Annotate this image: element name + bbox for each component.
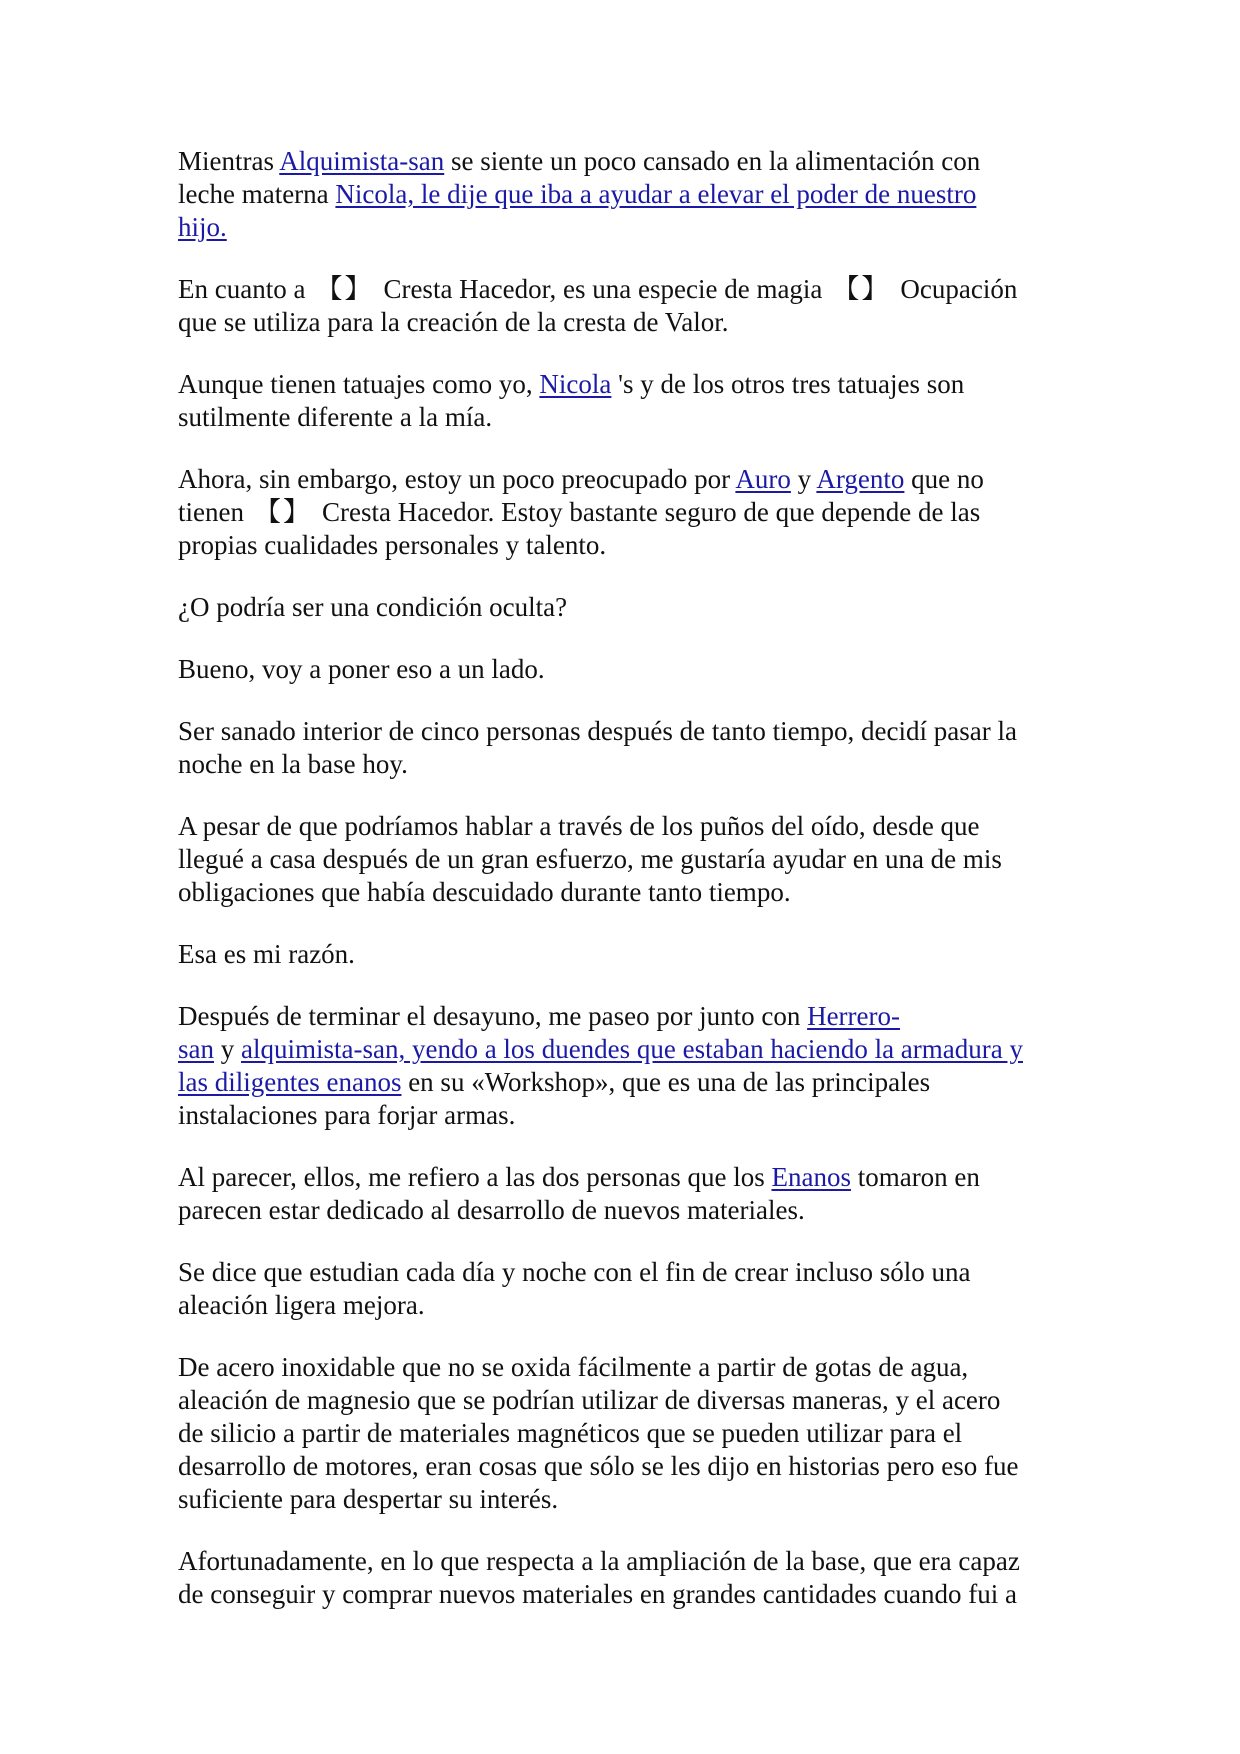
text: se siente un poco cansado en la alimentación con	[444, 146, 981, 176]
line: de silicio a partir de materiales magnéticos que se pueden utilizar para el	[178, 1418, 963, 1448]
line	[178, 273, 1078, 306]
link-nicola[interactable]: Nicola	[539, 369, 612, 399]
line	[178, 178, 1078, 211]
line: de conseguir y comprar nuevos materiales en grandes cantidades cuando fui a	[178, 1579, 1017, 1609]
link-nicola-elevar-poder[interactable]: Nicola, le dije que iba a ayudar a elevar el poder de nuestro	[335, 179, 977, 209]
line: Bueno, voy a poner eso a un lado.	[178, 654, 545, 684]
link-alquimista-san-duendes[interactable]: alquimista-san, yendo a los duendes que estaban haciendo la armadura y	[241, 1034, 1023, 1064]
text: Cresta Hacedor, es una especie de magia	[383, 274, 823, 304]
text: En cuanto a	[178, 274, 306, 304]
text: en su «Workshop», que es una de las principales	[401, 1067, 931, 1097]
paragraph-10	[178, 1000, 1078, 1132]
bracket-symbol: 【】	[315, 274, 374, 304]
paragraph-6	[178, 653, 1078, 686]
link-alquimista-san[interactable]: Alquimista-san	[279, 146, 445, 176]
line: obligaciones que había descuidado durante tanto tiempo.	[178, 877, 791, 907]
text: leche materna	[178, 179, 336, 209]
line	[178, 1000, 1078, 1033]
link-enanos[interactable]: Enanos	[771, 1162, 851, 1192]
paragraph-2	[178, 273, 1078, 339]
line	[178, 463, 1078, 496]
line: ¿O podría ser una condición oculta?	[178, 592, 568, 622]
line	[178, 1066, 1078, 1099]
bracket-symbol: 【】	[253, 497, 312, 527]
line: Esa es mi razón.	[178, 939, 355, 969]
paragraph-1	[178, 145, 1078, 244]
text: Ocupación	[900, 274, 1018, 304]
line: parecen estar dedicado al desarrollo de nuevos materiales.	[178, 1195, 805, 1225]
text: Después de terminar el desayuno, me paseo por junto con	[178, 1001, 808, 1031]
paragraph-9	[178, 938, 1078, 971]
line: Afortunadamente, en lo que respecta a la ampliación de la base, que era capaz	[178, 1546, 1020, 1576]
line: suficiente para despertar su interés.	[178, 1484, 559, 1514]
paragraph-4	[178, 463, 1078, 562]
line: A pesar de que podríamos hablar a través de los puños del oído, desde que	[178, 811, 980, 841]
bracket-symbol: 【】	[832, 274, 891, 304]
line	[178, 145, 1078, 178]
text: Ahora, sin embargo, estoy un poco preocupado por	[178, 464, 736, 494]
line: aleación de magnesio que se podrían utilizar de diversas maneras, y el acero	[178, 1385, 1001, 1415]
line: De acero inoxidable que no se oxida fácilmente a partir de gotas de agua,	[178, 1352, 969, 1382]
paragraph-12	[178, 1256, 1078, 1322]
line	[178, 1161, 1078, 1194]
text: Aunque tienen tatuajes como yo,	[178, 369, 540, 399]
link-herrero-san[interactable]: Herrero-	[807, 1001, 901, 1031]
line: aleación ligera mejora.	[178, 1290, 425, 1320]
line	[178, 1033, 1078, 1066]
link-hijo[interactable]: hijo.	[178, 212, 227, 242]
line	[178, 496, 1078, 529]
line: llegué a casa después de un gran esfuerzo, me gustaría ayudar en una de mis	[178, 844, 1002, 874]
paragraph-13	[178, 1351, 1078, 1516]
document-page	[178, 145, 1078, 1640]
line: Se dice que estudian cada día y noche con el fin de crear incluso sólo una	[178, 1257, 971, 1287]
line: que se utiliza para la creación de la cresta de Valor.	[178, 307, 729, 337]
text: tomaron en	[850, 1162, 980, 1192]
line: noche en la base hoy.	[178, 749, 408, 779]
text: tienen	[178, 497, 244, 527]
text: Mientras	[178, 146, 280, 176]
paragraph-8	[178, 810, 1078, 909]
line: sutilmente diferente a la mía.	[178, 402, 493, 432]
paragraph-3	[178, 368, 1078, 434]
paragraph-7	[178, 715, 1078, 781]
text: Cresta Hacedor. Estoy bastante seguro de que depende de las	[321, 497, 981, 527]
line: desarrollo de motores, eran cosas que sólo se les dijo en historias pero eso fue	[178, 1451, 1019, 1481]
text: y	[214, 1034, 241, 1064]
link-argento[interactable]: Argento	[816, 464, 905, 494]
text: 's y de los otros tres tatuajes son	[611, 369, 965, 399]
line: instalaciones para forjar armas.	[178, 1100, 516, 1130]
link-herrero-san-cont[interactable]: san	[178, 1034, 214, 1064]
link-auro[interactable]: Auro	[735, 464, 791, 494]
paragraph-11	[178, 1161, 1078, 1227]
text: y	[790, 464, 817, 494]
paragraph-5	[178, 591, 1078, 624]
line: Ser sanado interior de cinco personas después de tanto tiempo, decidí pasar la	[178, 716, 1017, 746]
line	[178, 211, 1078, 244]
line: propias cualidades personales y talento.	[178, 530, 607, 560]
paragraph-14	[178, 1545, 1078, 1611]
text: que no	[904, 464, 984, 494]
text: Al parecer, ellos, me refiero a las dos personas que los	[178, 1162, 772, 1192]
link-diligentes-enanos[interactable]: las diligentes enanos	[178, 1067, 402, 1097]
line	[178, 368, 1078, 401]
